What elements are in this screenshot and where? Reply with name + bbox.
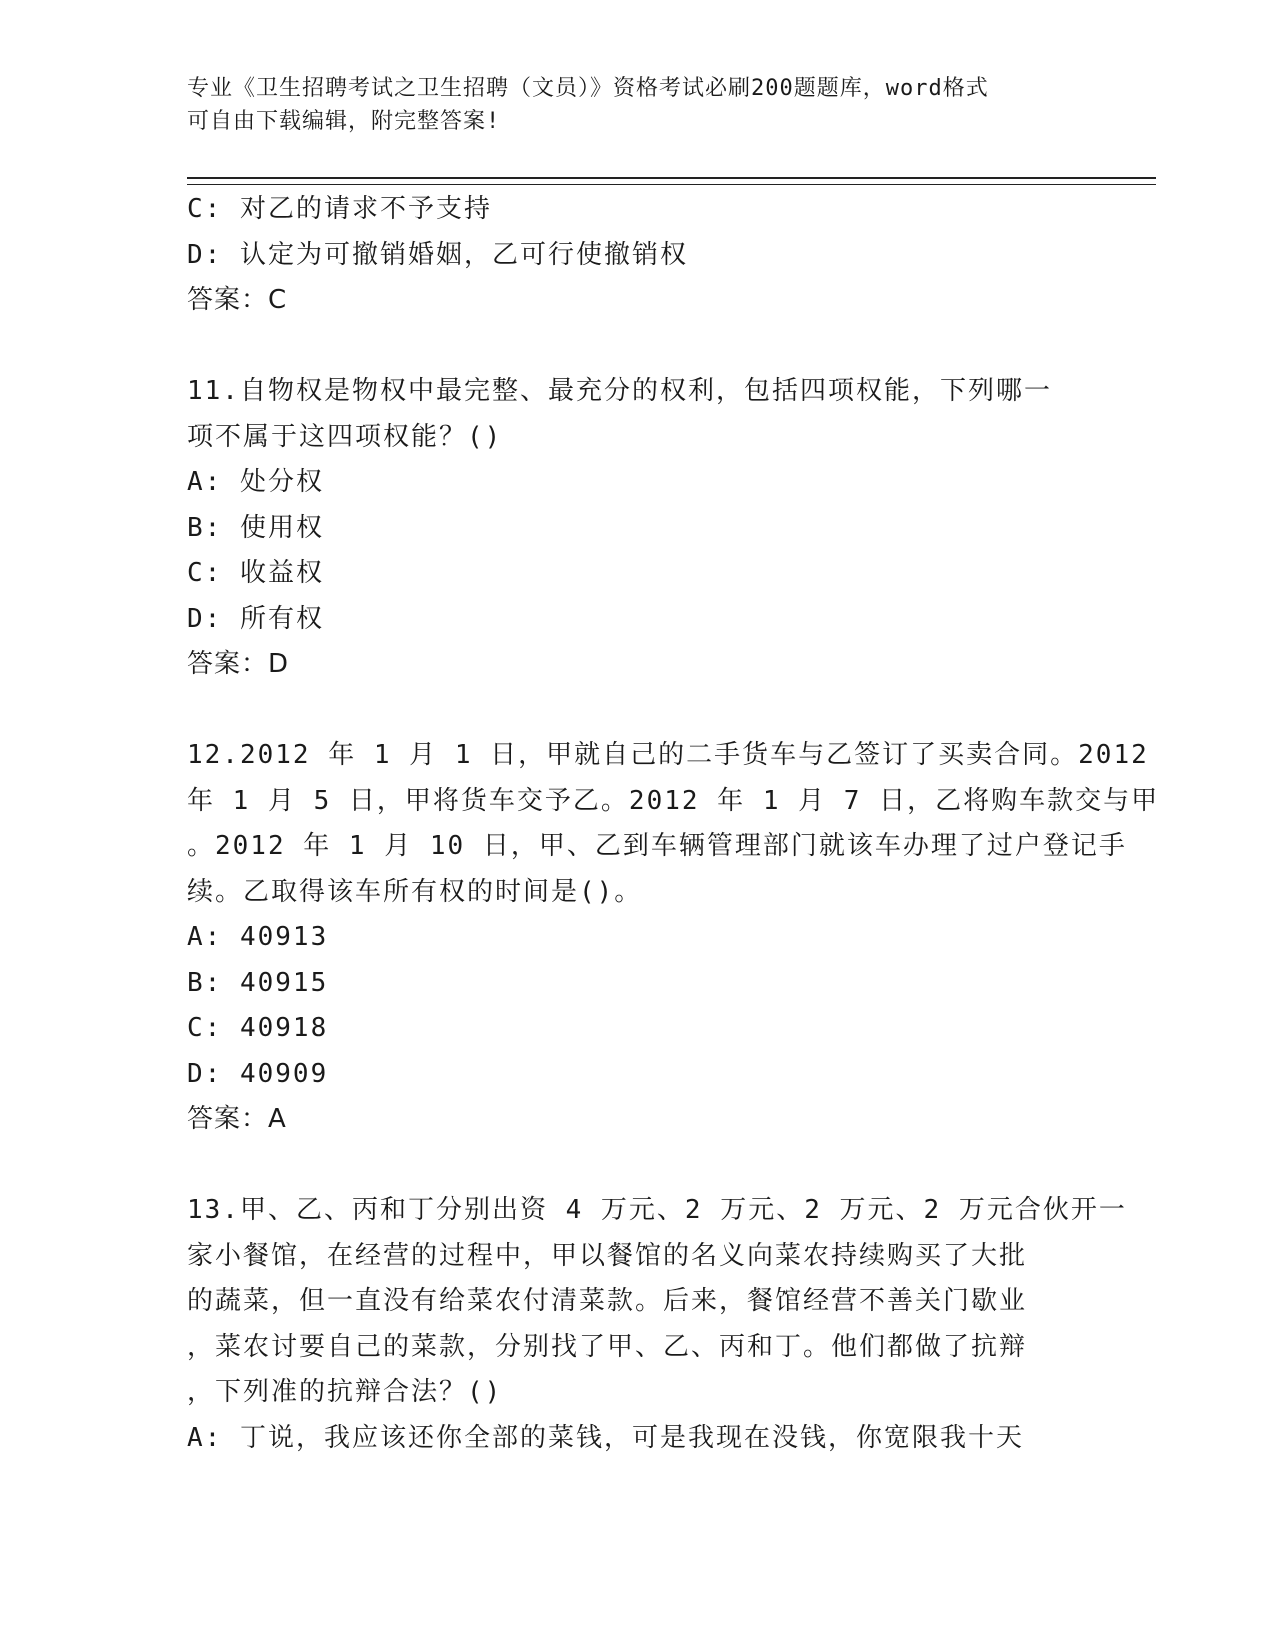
question-stem-line: ，下列准的抗辩合法？() [187,1377,503,1407]
question-stem-line: 的蔬菜，但一直没有给菜农付清菜款。后来，餐馆经营不善关门歇业 [187,1286,1028,1316]
question-stem-line: 13.甲、乙、丙和丁分别出资 4 万元、2 万元、2 万元、2 万元合伙开一 [187,1195,1127,1225]
question-stem-line: 11.自物权是物权中最完整、最充分的权利，包括四项权能，下列哪一 [187,376,1052,406]
question-12 [187,733,1160,1143]
option-d: D: 认定为可撤销婚姻，乙可行使撤销权 [187,239,688,270]
option-b: B: 使用权 [187,512,324,543]
spacer [187,1143,1087,1189]
question-stem-line: 续。乙取得该车所有权的时间是()。 [187,876,643,907]
option-a: A: 丁说，我应该还你全部的菜钱，可是我现在没钱，你宽限我十天 [187,1422,1024,1453]
option-d: D: 所有权 [187,603,324,634]
option-c: C: 40918 [187,1013,329,1043]
question-stem-line: 年 1 月 5 日，甲将货车交予乙。2012 年 1 月 7 日，乙将购车款交与甲 [187,785,1160,816]
question-stem-line: 项不属于这四项权能？() [187,421,503,452]
spacer [187,688,1087,734]
answer-label: 答案：A [187,1104,287,1134]
option-c: C: 对乙的请求不予支持 [187,194,492,224]
header-title-line-1: 专业《卫生招聘考试之卫生招聘（文员）》资格考试必刷200题题库，word格式 [187,76,989,101]
question-stem-line: 家小餐馆，在经营的过程中，甲以餐馆的名义向菜农持续购买了大批 [187,1240,1028,1271]
question-stem-line: 。2012 年 1 月 10 日，甲、乙到车辆管理部门就该车办理了过户登记手 [187,831,1127,861]
question-stem-line: ，菜农讨要自己的菜款，分别找了甲、乙、丙和丁。他们都做了抗辩 [187,1331,1028,1362]
header-title-line-2: 可自由下载编辑，附完整答案! [187,109,501,134]
option-d: D: 40909 [187,1058,329,1089]
answer-label: 答案：C [187,285,288,315]
question-11 [187,369,1087,688]
document-header [187,72,1067,138]
prev-question [187,187,1087,324]
question-stem-line: 12.2012 年 1 月 1 日，甲就自己的二手货车与乙签订了买卖合同。2012 [187,740,1149,770]
option-c: C: 收益权 [187,558,324,588]
header-divider [187,177,1156,185]
spacer [187,324,1087,370]
question-13 [187,1188,1127,1461]
option-a: A: 处分权 [187,467,324,497]
option-b: B: 40915 [187,967,329,998]
document-body [187,187,1160,1461]
option-a: A: 40913 [187,922,329,952]
answer-label: 答案：D [187,649,290,679]
